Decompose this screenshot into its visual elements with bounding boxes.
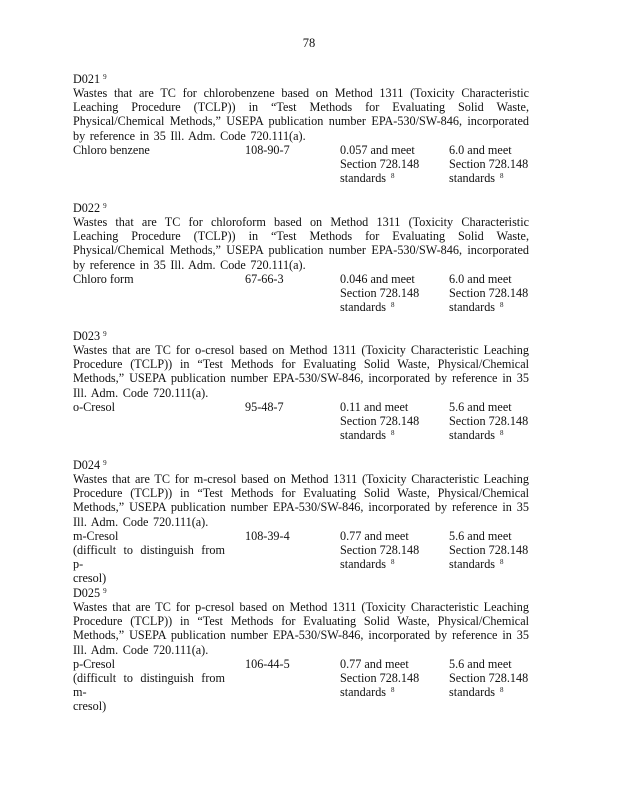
concentration: 5.6 and meet <box>449 656 512 671</box>
waste-description: Wastes that are TC for m-cresol based on Method 1311 (Toxicity Characteristic Leaching Procedure (TCLP)) in “Test Methods for Evaluating Solid Waste, Physical/Chemical Methods,” USEPA publication number EPA-530/SW-846, incorporated by reference in 35 Ill. Adm. Code 720.111(a). <box>73 472 529 529</box>
standards-text <box>449 300 539 314</box>
constituent-row <box>73 400 529 443</box>
constituent-name <box>73 657 225 714</box>
footnote-ref: 8 <box>500 429 504 438</box>
footnote-ref: 8 <box>391 429 395 438</box>
constituent-name <box>73 529 225 586</box>
constituent-row <box>73 528 529 586</box>
constituent-row <box>73 272 529 315</box>
constituent-name <box>73 400 225 414</box>
constituent-row <box>73 656 529 714</box>
wastewater-standard <box>340 272 430 315</box>
standards-text <box>449 685 539 699</box>
footnote-ref: 9 <box>103 73 107 81</box>
constituent-name-line2: (difficult to distinguish from m- <box>73 671 225 700</box>
standards-label: standards <box>340 557 387 572</box>
cas-number: 95-48-7 <box>245 399 284 414</box>
wastewater-standard <box>340 529 430 572</box>
page-number: 78 <box>302 36 316 50</box>
section-ref: Section 728.148 <box>449 543 529 558</box>
constituent-name-line1: Chloro benzene <box>73 142 150 157</box>
nonwastewater-standard <box>449 529 539 572</box>
nonwastewater-standard <box>449 657 539 700</box>
standards-label: standards <box>449 300 496 315</box>
waste-entry-d022 <box>73 201 529 315</box>
waste-description: Wastes that are TC for p-cresol based on Method 1311 (Toxicity Characteristic Leaching Procedure (TCLP)) in “Test Methods for Evaluating Solid Waste, Physical/Chemical Methods,” USEPA publication number EPA-530/SW-846, incorporated by reference in 35 Ill. Adm. Code 720.111(a). <box>73 600 529 657</box>
standards-text <box>449 557 539 571</box>
standards-label: standards <box>340 171 387 186</box>
constituent-name <box>73 143 225 157</box>
waste-code-label: D023 <box>73 329 101 343</box>
cas-number: 108-90-7 <box>245 142 290 157</box>
constituent-name-line1: o-Cresol <box>73 399 115 414</box>
section-ref: Section 728.148 <box>340 157 420 172</box>
footnote-ref: 9 <box>103 587 107 595</box>
footnote-ref: 8 <box>500 301 504 310</box>
constituent-name <box>73 272 225 286</box>
wastewater-standard <box>340 143 430 186</box>
constituent-name-line1: Chloro form <box>73 271 134 286</box>
waste-code <box>73 72 529 86</box>
constituent-row <box>73 143 529 186</box>
footnote-ref: 8 <box>500 686 504 695</box>
waste-entry-d021 <box>73 72 529 186</box>
concentration: 0.057 and meet <box>340 142 415 157</box>
nonwastewater-standard <box>449 143 539 186</box>
concentration: 5.6 and meet <box>449 399 512 414</box>
waste-code <box>73 458 529 472</box>
section-ref: Section 728.148 <box>340 286 420 301</box>
standards-text <box>340 685 430 699</box>
section-ref: Section 728.148 <box>449 286 529 301</box>
section-ref: Section 728.148 <box>449 414 529 429</box>
standards-text <box>340 171 430 185</box>
concentration: 6.0 and meet <box>449 271 512 286</box>
constituent-name-line2: (difficult to distinguish from p- <box>73 543 225 572</box>
waste-entry-d024 <box>73 458 529 586</box>
standards-text <box>340 557 430 571</box>
standards-label: standards <box>340 428 387 443</box>
footnote-ref: 8 <box>500 172 504 181</box>
concentration: 0.77 and meet <box>340 656 409 671</box>
standards-text <box>340 428 430 442</box>
waste-description: Wastes that are TC for o-cresol based on Method 1311 (Toxicity Characteristic Leaching Procedure (TCLP)) in “Test Methods for Evaluating Solid Waste, Physical/Chemical Methods,” USEPA publication number EPA-530/SW-846, incorporated by reference in 35 Ill. Adm. Code 720.111(a). <box>73 343 529 400</box>
waste-code <box>73 329 529 343</box>
cas-number: 108-39-4 <box>245 528 290 543</box>
standards-label: standards <box>340 300 387 315</box>
waste-description: Wastes that are TC for chloroform based on Method 1311 (Toxicity Characteristic Leaching Procedure (TCLP)) in “Test Methods for Evaluating Solid Waste, Physical/Chemical Methods,” USEPA publication number EPA-530/SW-846, incorporated by reference in 35 Ill. Adm. Code 720.111(a). <box>73 215 529 272</box>
concentration: 0.11 and meet <box>340 399 409 414</box>
standards-label: standards <box>449 171 496 186</box>
wastewater-standard <box>340 400 430 443</box>
nonwastewater-standard <box>449 272 539 315</box>
footnote-ref: 9 <box>103 202 107 210</box>
waste-code <box>73 586 529 600</box>
waste-code-label: D024 <box>73 458 101 472</box>
cas-number: 67-66-3 <box>245 271 284 286</box>
footnote-ref: 9 <box>103 459 107 467</box>
section-ref: Section 728.148 <box>340 414 420 429</box>
footnote-ref: 8 <box>391 558 395 567</box>
footnote-ref: 8 <box>391 301 395 310</box>
concentration: 5.6 and meet <box>449 528 512 543</box>
concentration: 6.0 and meet <box>449 142 512 157</box>
waste-code-label: D025 <box>73 586 101 600</box>
waste-description: Wastes that are TC for chlorobenzene based on Method 1311 (Toxicity Characteristic Leaching Procedure (TCLP)) in “Test Methods for Evaluating Solid Waste, Physical/Chemical Methods,” USEPA publication number EPA-530/SW-846, incorporated by reference in 35 Ill. Adm. Code 720.111(a). <box>73 86 529 143</box>
cas-number: 106-44-5 <box>245 656 290 671</box>
constituent-name-line1: p-Cresol <box>73 656 115 671</box>
constituent-name-line1: m-Cresol <box>73 528 119 543</box>
standards-text <box>340 300 430 314</box>
section-ref: Section 728.148 <box>449 671 529 686</box>
waste-code <box>73 201 529 215</box>
standards-label: standards <box>449 428 496 443</box>
section-ref: Section 728.148 <box>340 671 420 686</box>
footnote-ref: 8 <box>391 172 395 181</box>
constituent-name-line3: cresol) <box>73 571 107 586</box>
standards-text <box>449 171 539 185</box>
section-ref: Section 728.148 <box>449 157 529 172</box>
waste-code-label: D021 <box>73 72 101 86</box>
footnote-ref: 8 <box>500 558 504 567</box>
standards-label: standards <box>449 557 496 572</box>
constituent-name-line3: cresol) <box>73 699 107 714</box>
footnote-ref: 8 <box>391 686 395 695</box>
standards-label: standards <box>340 685 387 700</box>
concentration: 0.77 and meet <box>340 528 409 543</box>
waste-entry-d025 <box>73 586 529 714</box>
section-ref: Section 728.148 <box>340 543 420 558</box>
standards-text <box>449 428 539 442</box>
standards-label: standards <box>449 685 496 700</box>
concentration: 0.046 and meet <box>340 271 415 286</box>
footnote-ref: 9 <box>103 330 107 338</box>
wastewater-standard <box>340 657 430 700</box>
waste-entry-d023 <box>73 329 529 443</box>
waste-code-label: D022 <box>73 201 101 215</box>
nonwastewater-standard <box>449 400 539 443</box>
